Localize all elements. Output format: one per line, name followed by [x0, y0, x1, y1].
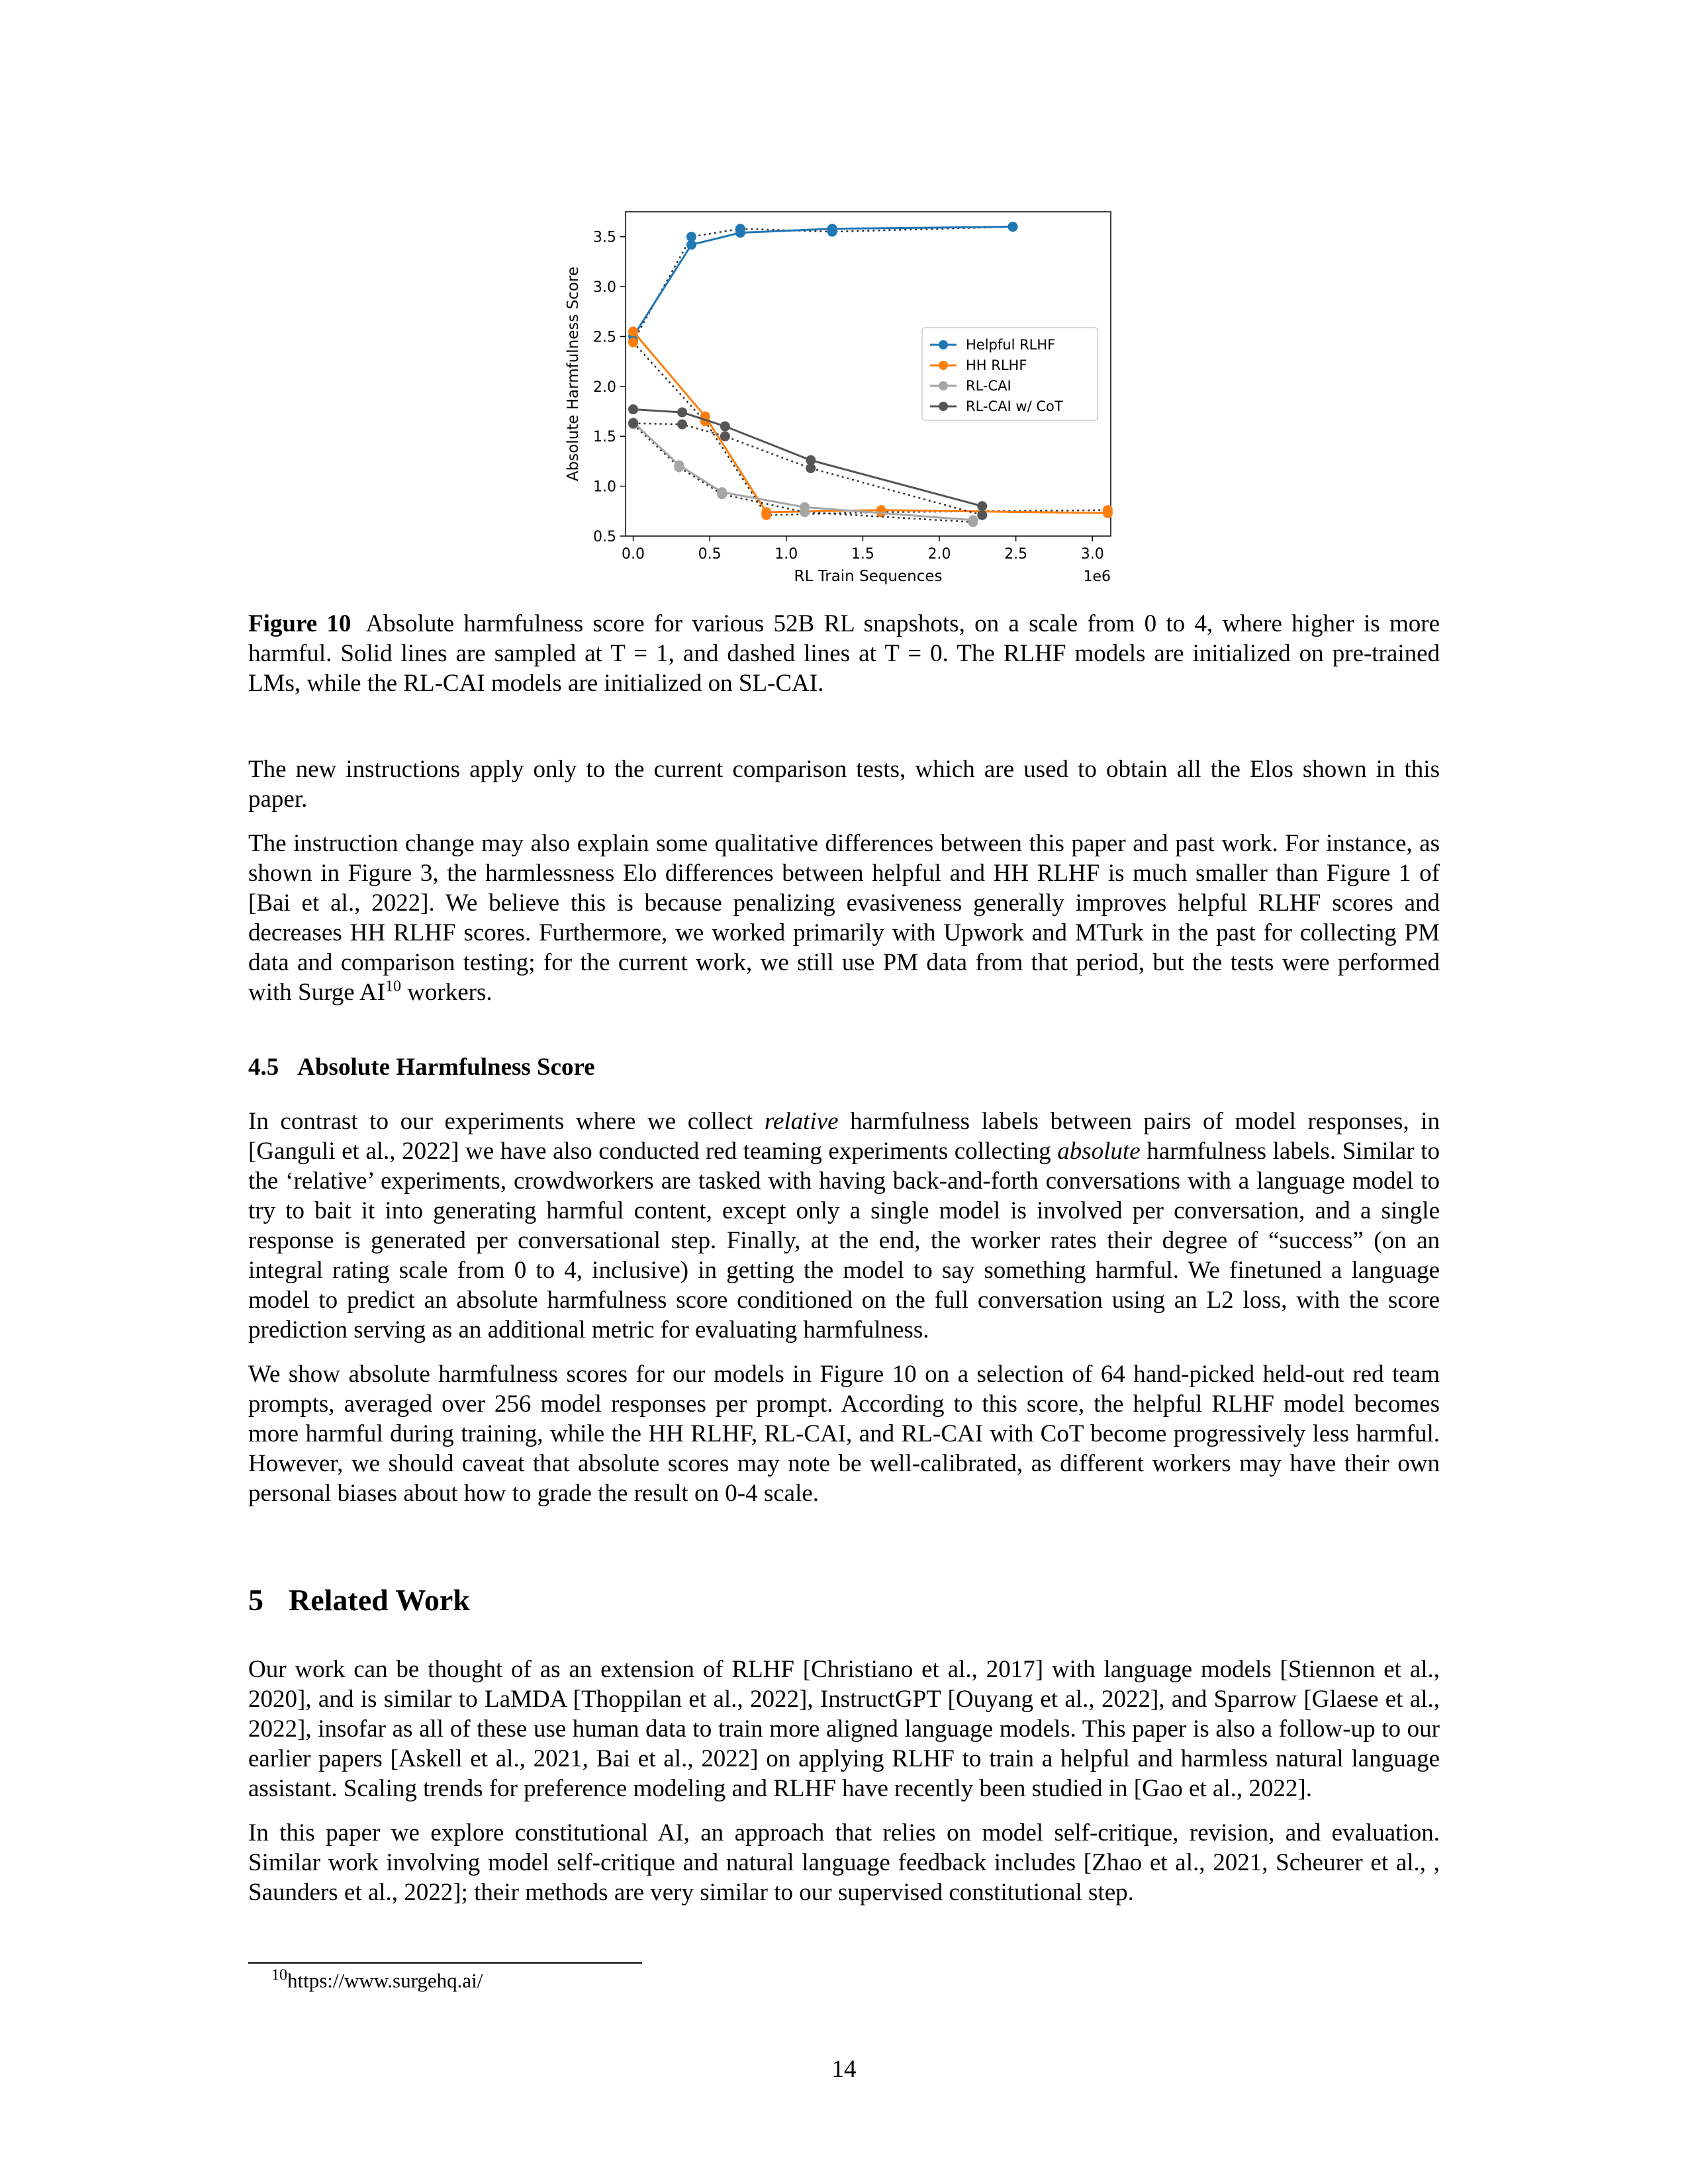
rl-cai-solid-point: [968, 515, 978, 525]
figure-caption: [248, 609, 1440, 698]
y-tick-label: 1.5: [593, 429, 616, 446]
footnote-link[interactable]: https://www.surgehq.ai/: [287, 1969, 483, 1992]
legend-label-hh-rlhf: HH RLHF: [966, 357, 1027, 373]
x-tick-label: 0.0: [622, 546, 645, 563]
y-tick-label: 3.0: [593, 279, 616, 296]
paragraph-absolute-harm: In contrast to our experiments where we collect relative harmfulness labels between pairs of model responses, in [Ganguli et al., 2022] we have also conducted red teaming experiments collecting absolute harmfulness labels. Similar to the ‘relative’ experiments, crowdworkers are tasked with having back-and-forth conversations with a language model to try to bait it into generating harmful content, except only a single model is involved per conversation, and a single response is generated per conversational step. Finally, at the end, the worker rates their degree of “success” (on an integral rating scale from 0 to 4, inclusive) in getting the model to say something harmful. We finetuned a language model to predict an absolute harmfulness score conditioned on the full conversation using an L2 loss, with the score prediction serving as an additional metric for evaluating harmfulness.: [248, 1108, 1440, 1343]
paragraph-instruction-change: The instruction change may also explain some qualitative differences between this paper and past work. For instance, as shown in Figure 3, the harmlessness Elo differences between helpful and HH RLHF is much smaller than Figure 1 of [Bai et al., 2022]. We believe this is because penalizing evasiveness generally improves helpful RLHF scores and decreases HH RLHF scores. Furthermore, we worked primarily with Upwork and MTurk in the past for collecting PM data and comparison testing; for the current work, we still use PM data from that period, but the tests were performed with Surge AI$^{10}$ workers.: [248, 830, 1440, 1006]
body-section-c: [248, 1655, 1440, 1922]
section-heading: 5 Related Work: [248, 1583, 470, 1617]
legend-marker-rl-cai-w-cot: [939, 402, 948, 411]
rl-cai-w-cot-dashed-point: [677, 420, 687, 430]
rl-cai-solid-point: [674, 460, 684, 470]
helpful-rlhf-solid-point: [686, 240, 696, 250]
subsection-4-5: [248, 1052, 1440, 1097]
hh-rlhf-solid-point: [628, 326, 638, 336]
x-tick-label: 2.0: [927, 546, 951, 563]
x-axis-offset-label: 1e6: [1083, 569, 1111, 585]
legend-marker-hh-rlhf: [939, 361, 948, 370]
rl-cai-w-cot-solid-point: [806, 455, 816, 465]
paragraph-instructions: The new instructions apply only to the current comparison tests, which are used to obtain all the Elos shown in this paper.: [248, 756, 1440, 813]
helpful-rlhf-solid-point: [1008, 222, 1018, 232]
hh-rlhf-dashed-point: [628, 338, 638, 347]
section-5: [248, 1585, 1440, 1629]
y-tick-label: 0.5: [593, 529, 616, 545]
rl-cai-w-cot-solid-point: [628, 404, 638, 414]
legend-marker-helpful-rlhf: [939, 340, 948, 349]
body-section-a: [248, 754, 1440, 1022]
y-tick-label: 2.5: [593, 329, 616, 346]
legend-label-helpful-rlhf: Helpful RLHF: [966, 337, 1056, 353]
figure-label: Figure 10: [248, 610, 352, 637]
rl-cai-w-cot-dashed-point: [628, 418, 638, 428]
legend-label-rl-cai-w-cot: RL-CAI w/ CoT: [966, 398, 1063, 414]
paragraph-figure10-results: We show absolute harmfulness scores for our models in Figure 10 on a selection of 64 hand-picked held-out red team prompts, averaged over 256 model responses per prompt. According to this score, the helpful RLHF model becomes more harmful during training, while the HH RLHF, RL-CAI, and RL-CAI with CoT become progressively less harmful. However, we should caveat that absolute scores may note be well-calibrated, as different workers may have their own personal biases about how to grade the result on 0-4 scale.: [248, 1361, 1440, 1507]
rl-cai-w-cot-solid-point: [977, 501, 987, 511]
footnote-ref[interactable]: 10: [385, 978, 401, 995]
figure-10: [556, 199, 1152, 596]
subsection-heading: 4.5 Absolute Harmfulness Score: [248, 1054, 595, 1081]
y-tick-label: 1.0: [593, 478, 616, 496]
paragraph-related-work-2: In this paper we explore constitutional AI, an approach that relies on model self-critique, revision, and evaluation. Similar work involving model self-critique and natural language feedback includes [Zhao et al., 2021, Scheurer et al., , Saunders et al., 2022]; their methods are very similar to our supervised constitutional step.: [248, 1819, 1440, 1906]
paragraph-related-work-1: Our work can be thought of as an extension of RLHF [Christiano et al., 2017] with language models [Stiennon et al., 2020], and is similar to LaMDA [Thoppilan et al., 2022], InstructGPT [Ouyang et al., 2022], and Sparrow [Glaese et al., 2022], insofar as all of these use human data to train more aligned language models. This paper is also a follow-up to our earlier papers [Askell et al., 2021, Bai et al., 2022] on applying RLHF to train a helpful and harmless natural language assistant. Scaling trends for preference modeling and RLHF have recently been studied in [Gao et al., 2022].: [248, 1656, 1440, 1802]
footnote: $^{10}$https://www.surgehq.ai/: [271, 1966, 483, 1992]
rl-cai-solid-point: [717, 487, 727, 497]
caption-text: Absolute harmfulness score for various 52B RL snapshots, on a scale from 0 to 4, where higher is more harmful. Solid lines are sampled at T = 1, and dashed lines at T = 0. The RLHF models are initialized on pre-trained LMs, while the RL-CAI models are initialized on SL-CAI.: [248, 610, 1440, 697]
y-axis-label: Absolute Harmfulness Score: [565, 266, 582, 482]
rl-cai-w-cot-dashed-point: [720, 432, 730, 441]
y-tick-label: 3.5: [593, 229, 616, 246]
x-tick-label: 2.5: [1004, 546, 1028, 563]
helpful-rlhf-solid-point: [735, 228, 745, 238]
rl-cai-w-cot-solid-point: [720, 422, 730, 432]
harmfulness-line-chart: [556, 199, 1152, 596]
x-tick-label: 0.5: [698, 546, 722, 563]
page-number: 14: [831, 2056, 857, 2083]
legend-marker-rl-cai: [939, 381, 948, 390]
y-tick-label: 2.0: [593, 379, 616, 396]
body-section-b: [248, 1107, 1440, 1523]
rl-cai-w-cot-dashed-point: [977, 510, 987, 520]
legend-label-rl-cai: RL-CAI: [966, 378, 1011, 394]
footnote-rule: [248, 1962, 642, 1964]
hh-rlhf-solid-point: [1103, 508, 1113, 518]
x-axis-label: RL Train Sequences: [794, 568, 943, 585]
helpful-rlhf-solid-point: [827, 224, 837, 234]
hh-rlhf-solid-point: [761, 507, 771, 517]
x-tick-label: 1.0: [774, 546, 798, 563]
rl-cai-solid-point: [800, 502, 810, 512]
x-tick-label: 1.5: [851, 546, 874, 563]
x-tick-label: 3.0: [1080, 546, 1104, 563]
rl-cai-w-cot-solid-point: [677, 408, 687, 418]
